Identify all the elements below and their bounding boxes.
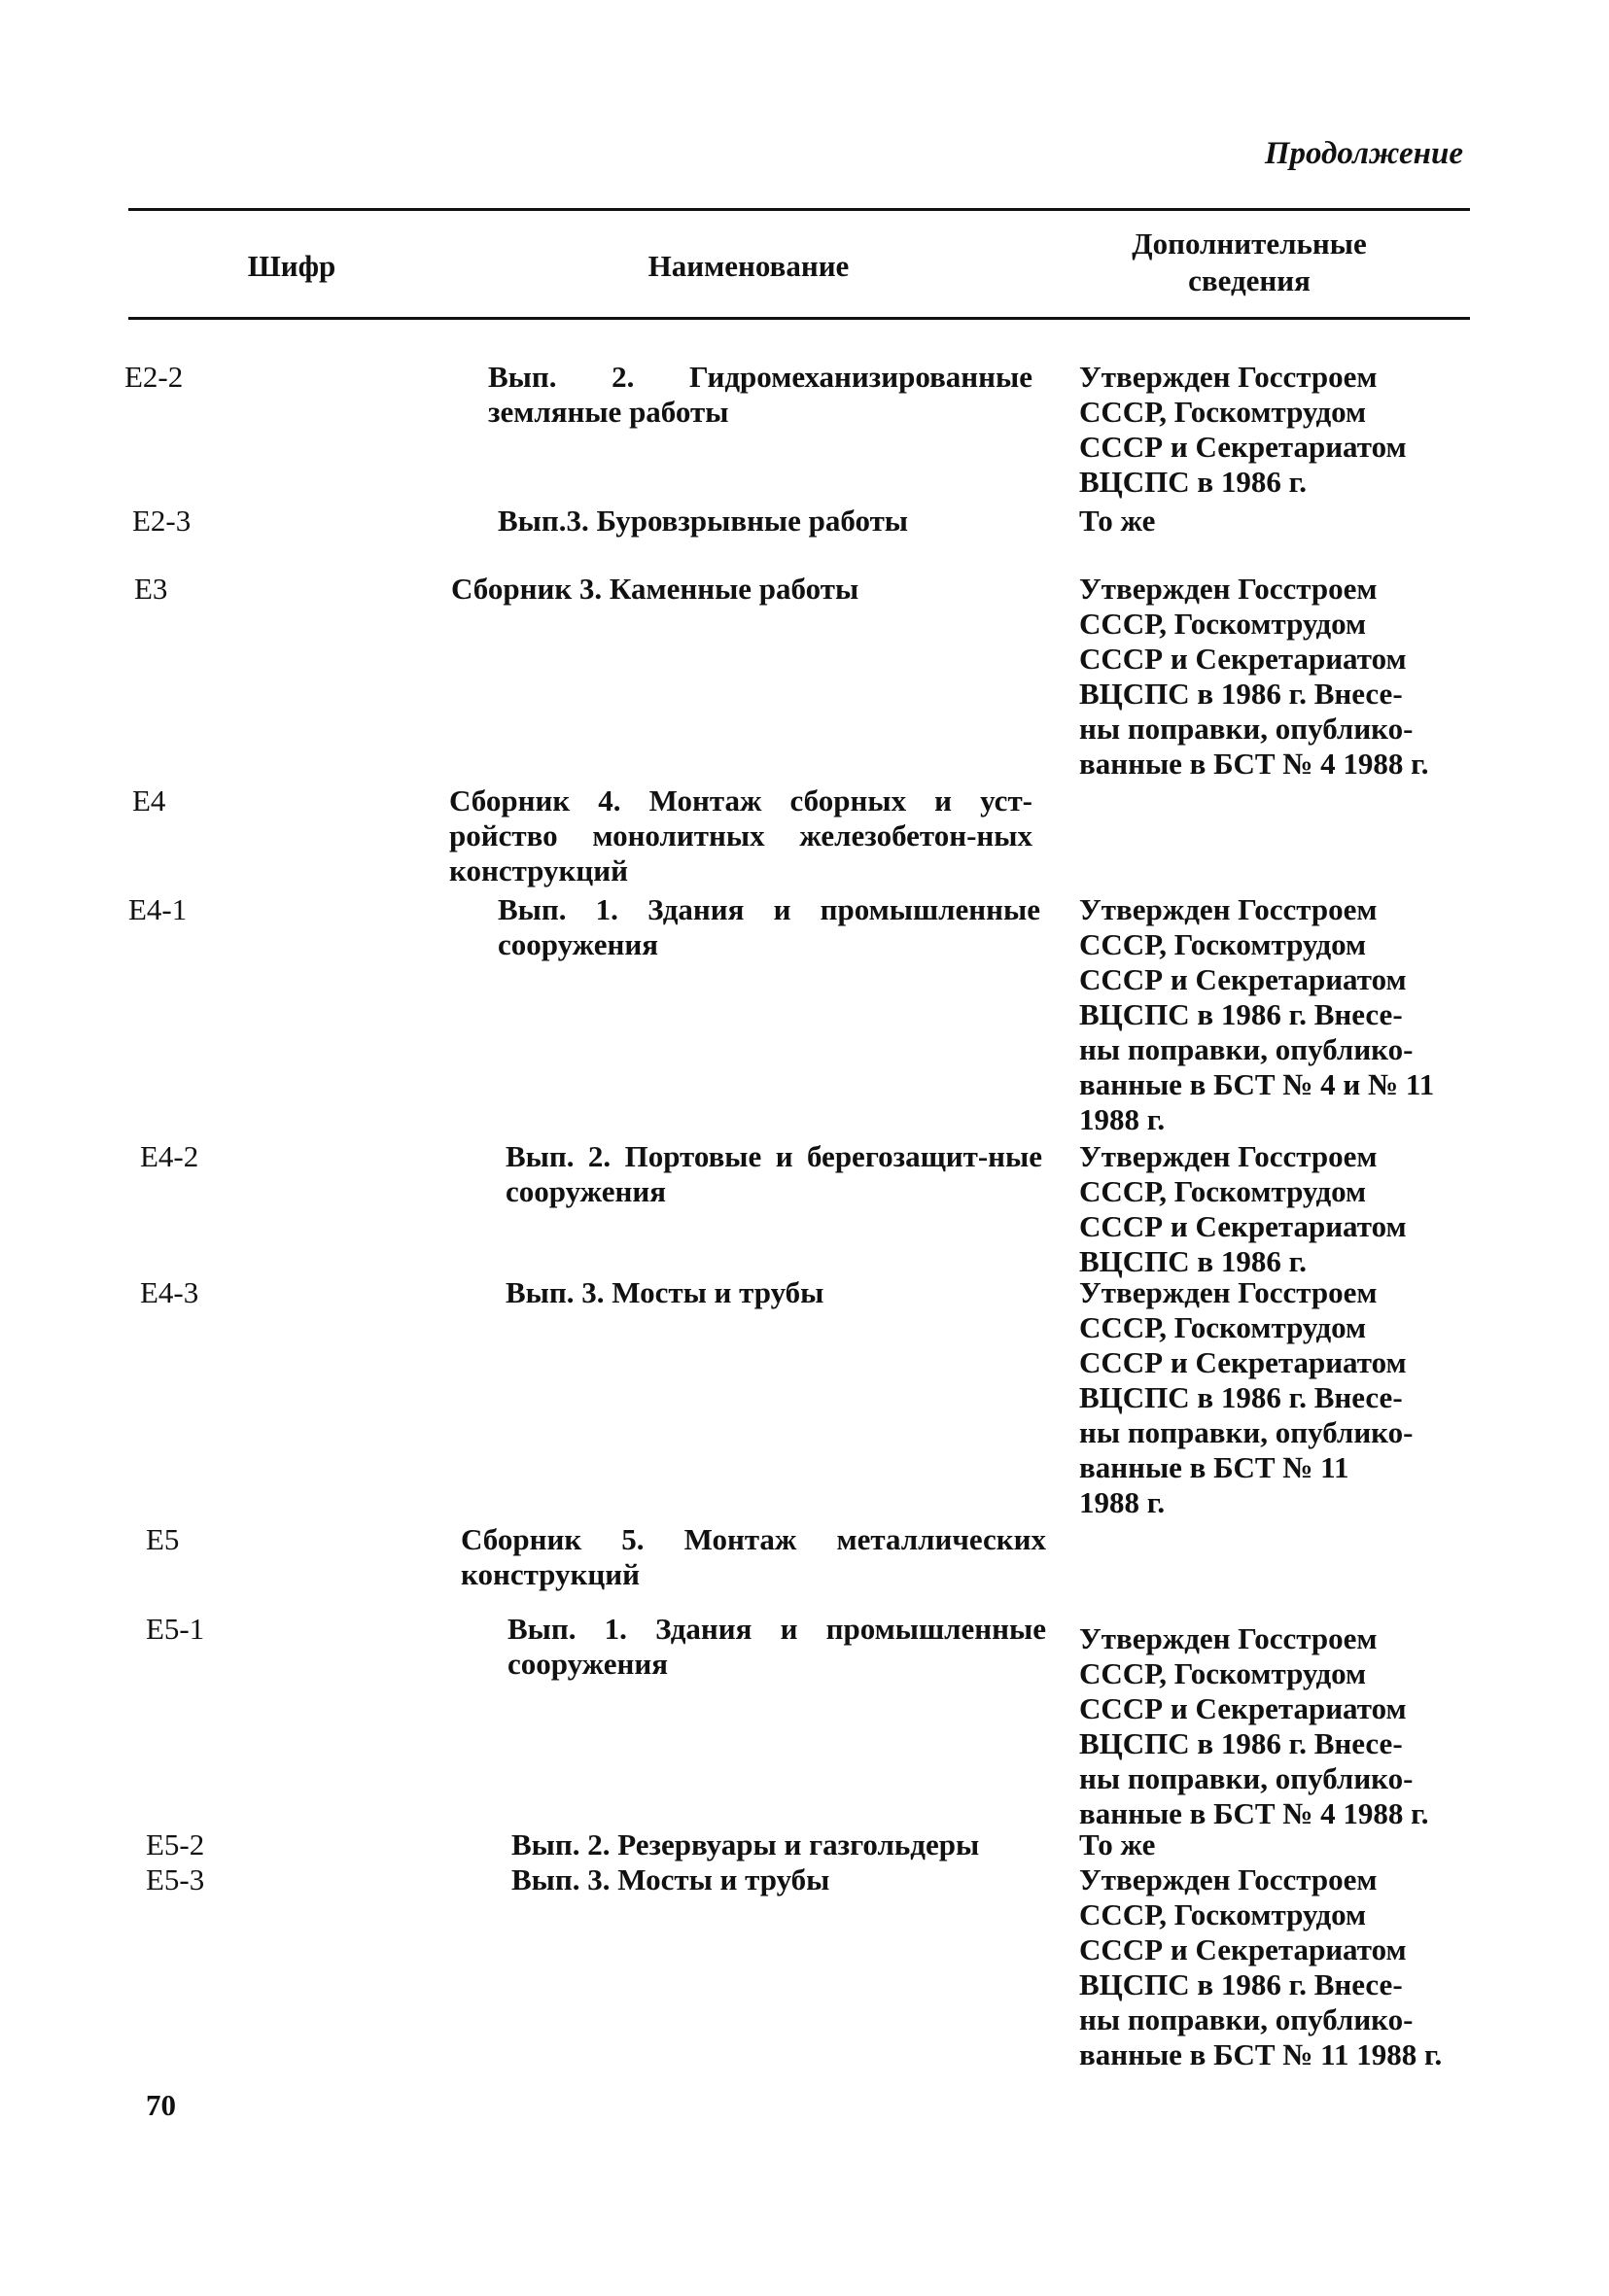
- info-line: То же: [1079, 504, 1156, 538]
- info-line: СССР и Секретариатом: [1079, 642, 1407, 676]
- row-info: [1079, 1275, 1468, 1520]
- info-line: СССР и Секретариатом: [1079, 430, 1407, 464]
- info-line: ванные в БСТ № 11 1988 г.: [1079, 2037, 1443, 2071]
- row-name: Вып. 1. Здания и промышленные сооружения: [498, 892, 1040, 961]
- row-code: Е4-2: [140, 1139, 199, 1173]
- row-info: [1079, 572, 1468, 782]
- row-code: Е2-3: [132, 504, 192, 538]
- row-code: Е3: [134, 572, 168, 606]
- row-info: [1079, 360, 1468, 500]
- info-line: СССР, Госкомтрудом: [1079, 1310, 1367, 1344]
- info-line: Утвержден Госстроем: [1079, 572, 1378, 606]
- row-code: Е5-1: [146, 1612, 205, 1646]
- info-line: СССР, Госкомтрудом: [1079, 607, 1367, 641]
- row-name: Вып. 3. Мосты и трубы: [506, 1275, 824, 1309]
- column-header-info: Дополнительные сведения: [1132, 226, 1367, 297]
- row-info: [1079, 1827, 1468, 1862]
- row-name: Вып. 2. Гидромеханизированные земляные работы: [488, 360, 1032, 429]
- row-code: Е2-2: [124, 360, 184, 394]
- row-code: Е4: [132, 783, 166, 818]
- info-line: ВЦСПС в 1986 г.: [1079, 465, 1307, 499]
- info-line: Утвержден Госстроем: [1079, 360, 1378, 394]
- column-header-code: Шифр: [247, 249, 336, 283]
- row-name: Вып. 3. Мосты и трубы: [511, 1862, 830, 1896]
- info-line: ванные в БСТ № 4 и № 11: [1079, 1067, 1435, 1101]
- table-top-rule: [128, 208, 1470, 211]
- info-line: ванные в БСТ № 4 1988 г.: [1079, 1796, 1429, 1830]
- info-line: ВЦСПС в 1986 г. Внесе-: [1079, 677, 1403, 711]
- info-line: ны поправки, опублико-: [1079, 2002, 1414, 2036]
- page-number: 70: [146, 2088, 176, 2122]
- info-line: Утвержден Госстроем: [1079, 1862, 1378, 1896]
- info-line: ны поправки, опублико-: [1079, 1415, 1414, 1449]
- info-line: СССР и Секретариатом: [1079, 1345, 1407, 1379]
- info-line: СССР, Госкомтрудом: [1079, 1174, 1367, 1208]
- info-line: ВЦСПС в 1986 г. Внесе-: [1079, 997, 1403, 1031]
- info-line: СССР и Секретариатом: [1079, 1691, 1407, 1725]
- info-line: Утвержден Госстроем: [1079, 892, 1378, 926]
- row-info: [1079, 892, 1468, 1137]
- row-name: Вып.3. Буровзрывные работы: [498, 504, 908, 538]
- info-line: ванные в БСТ № 11: [1079, 1450, 1349, 1484]
- info-line: То же: [1079, 1827, 1156, 1861]
- info-line: СССР и Секретариатом: [1079, 1932, 1407, 1966]
- row-code: Е4-3: [140, 1275, 199, 1309]
- row-info: [1079, 1862, 1468, 2072]
- table-header-rule: [128, 317, 1470, 320]
- info-line: ВЦСПС в 1986 г. Внесе-: [1079, 1380, 1403, 1414]
- info-line: Утвержден Госстроем: [1079, 1621, 1378, 1655]
- row-code: Е5-3: [146, 1862, 205, 1896]
- info-line: ны поправки, опублико-: [1079, 1032, 1414, 1066]
- continuation-label: Продолжение: [1264, 136, 1463, 171]
- info-line: ны поправки, опублико-: [1079, 1761, 1414, 1795]
- row-code: Е5: [146, 1522, 180, 1556]
- column-header-name: Наименование: [647, 249, 850, 283]
- info-line: СССР и Секретариатом: [1079, 962, 1407, 996]
- row-info: [1079, 504, 1468, 539]
- row-name: Вып. 2. Резервуары и газгольдеры: [511, 1827, 980, 1861]
- row-name: Сборник 4. Монтаж сборных и уст-ройство монолитных железобетон-ных конструкций: [449, 783, 1032, 887]
- row-name: Сборник 5. Монтаж металлических конструкций: [461, 1522, 1046, 1591]
- info-line: ванные в БСТ № 4 1988 г.: [1079, 747, 1429, 781]
- row-code: Е4-1: [128, 892, 188, 926]
- info-line: СССР, Госкомтрудом: [1079, 927, 1367, 961]
- info-line: ВЦСПС в 1986 г.: [1079, 1244, 1307, 1278]
- info-line: СССР и Секретариатом: [1079, 1209, 1407, 1243]
- info-line: ВЦСПС в 1986 г. Внесе-: [1079, 1726, 1403, 1760]
- row-name: Вып. 2. Портовые и берегозащит-ные сооружения: [506, 1139, 1042, 1208]
- row-info: [1079, 1621, 1468, 1831]
- info-line: Утвержден Госстроем: [1079, 1275, 1378, 1309]
- info-line: СССР, Госкомтрудом: [1079, 1656, 1367, 1690]
- info-line: ны поправки, опублико-: [1079, 712, 1414, 746]
- info-line: 1988 г.: [1079, 1102, 1166, 1136]
- row-code: Е5-2: [146, 1827, 205, 1861]
- info-line: Утвержден Госстроем: [1079, 1139, 1378, 1173]
- info-line: СССР, Госкомтрудом: [1079, 1897, 1367, 1931]
- row-name: Вып. 1. Здания и промышленные сооружения: [507, 1612, 1046, 1681]
- row-info: [1079, 1139, 1468, 1279]
- info-line: ВЦСПС в 1986 г. Внесе-: [1079, 1967, 1403, 2001]
- row-name: Сборник 3. Каменные работы: [451, 572, 859, 606]
- info-line: СССР, Госкомтрудом: [1079, 395, 1367, 429]
- info-line: 1988 г.: [1079, 1485, 1166, 1519]
